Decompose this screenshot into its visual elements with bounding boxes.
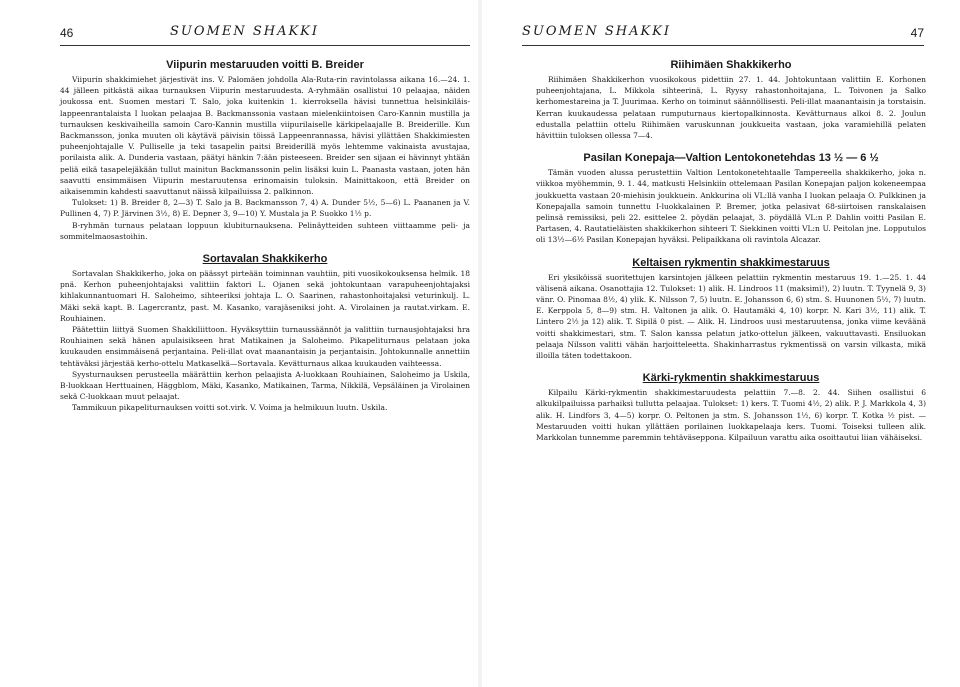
article-paragraph: Päätettiin liittyä Suomen Shakkiliittoon. Hyväksyttiin turnaussäännöt ja valittiin turnausjohtajaksi hra Rouhiainen sekä hänen apulaisikseen hrat Matikainen ja Saloheimo. Pikapeliturnaus pelataan joka kuukauden ensimmäisenä perjantaina. Peli-illat ovat maanantaisin ja perjantaisin. Johtokunnalle annettiin tehtäväksi järjestää kerho-ottelu Matkaselkä—Sortavala. Kevätturnaus alkaa kuukauden vaihteessa.	[60, 325, 470, 368]
right-page	[482, 0, 960, 687]
running-title: SUOMEN SHAKKI	[522, 24, 672, 39]
page-number: 46	[60, 26, 74, 40]
article-paragraph: Viipurin shakkimiehet järjestivät ins. V. Palomäen johdolla Ala-Ruta-rin ravintolassa aikana 16.—24. 1. 44 jälleen pitkästä aikaa turnauksen Viipurin mestaruudesta. A-ryhmään osallistui 10 pelaajaa, näiden joukossa ent. Suomen mestari T. Salo, joka kuitenkin 1. kierroksella hävisi tunnettua helsinkiläis-lappeenrantalaista I luokan pelaajaa B. Backmanssonia vastaan mielenkiintoisen Caro-Kannin mustilla ja turnauksen keskivaiheilla samoin Caro-Kannin mustilla viipurilaiselle kärkipelaajalle B. Breiderille. Kun Backmansson, jonka muuten oli käytävä päivisin töissä Lappeenrannassa, hävisi yllättäen Shakkimiesten puheenjohtajalle V. Pulliselle ja teki tasapelin paitsi Breiderillä myös lehtemme vakinaista avustajaa, porilaista alik. A. Dunderia vastaan, päätyi hänkin 7:ään pisteeseen. Breider sen sijaan ei hävinnyt yhtään peliä eikä tasapelejäkään tullut mainitun Backmanssonin pelin lisäksi kuin L. Paanasta vastaan, joten hän saavutti ensimmäisen Viipurin mestaruutensa erinomaisin tuloksin. Mainittakoon, että Breider on aikaisemmin kahdesti saavuttanut näissä kilpailuissa 2. palkinnon.	[60, 75, 470, 197]
page-header	[522, 24, 924, 44]
article-heading: Sortavalan Shakkikerho	[202, 253, 328, 266]
article-paragraph: Riihimäen Shakkikerhon vuosikokous pidettiin 27. 1. 44. Johtokuntaan valittiin E. Korhonen puheenjohtajana, L. Mikkola sihteerinä, L. Ryysy rahastonhoitajana, L. Toivonen ja Salko kerhomestareina ja T. Juurimaa. Kerho on toiminut säännöllisesti. Peli-illat maanantaisin ja torstaisin. Kerran kuukaudessa pelataan rumputurnaus kiertopalkinnosta. Kevätturnaus alkoi 8. 2. Joulun edustalla pelattiin ottelu Riihimäen varuskunnan joukkueita vastaan, joka varamiehillä pelaten hävittiin tuloksen ollessa 7—4.	[536, 75, 926, 141]
running-title: SUOMEN SHAKKI	[170, 24, 320, 39]
left-page	[0, 0, 478, 687]
article-heading: Keltaisen rykmentin shakkimestaruus	[632, 256, 830, 269]
header-rule	[60, 45, 470, 46]
article-paragraph: Eri yksiköissä suoritettujen karsintojen jälkeen pelattiin rykmentin mestaruus 19. 1.—25. 1. 44 välisenä aikana. Osanottajia 12. Tulokset: 1) alik. H. Lindroos 11 (maksimi!), 2) luutn. T. Tyynelä 9, 3) vänr. O. Pinomaa 8½, 4) ylik. K. Nilsson 7, 5) luutn. E. Johansson 6, 6) stm. S. Huunonen 5½, 7) luutn. E. Kerppola 5, 8—9) stm. H. Valtonen ja alik. O. Hautamäki 4, 10) korpr. N. Kari 3½, 11) alik. T. Lintero 2½ ja 12) alik. T. Sipilä 0 pist. — Alik. H. Lindroos uusi mestaruutensa, jonka viime keväänä voitti shakkimestari, stm. T. Salon kanssa pelatun jatko-ottelun jälkeen, vakuuttavasti. Ensiluokan pelaaja Nilsson valitti vähän harjoitteleetta. Shakinharrastus rykmentissä on varsin vilkasta, mikä illoilla täten todettakoon.	[536, 272, 926, 361]
left-page-content	[60, 58, 470, 414]
right-page-content	[536, 58, 926, 443]
article-paragraph: B-ryhmän turnaus pelataan loppuun klubiturnauksena. Pelinäytteiden suhteen viittaamme peli- ja sommitelmaosastoihin.	[60, 220, 470, 241]
article-paragraph: Kilpailu Kärki-rykmentin shakkimestaruudesta pelattiin 7.—8. 2. 44. Siihen osallistui 6 alkukilpailuissa parhaiksi tullutta pelaajaa. Tulokset: 1) kers. T. Tuomi 4½, 2) alik. P. J. Markkola 4, 3) alik. H. Lindfors 3, 4—5) korpr. O. Peltonen ja stm. S. Johansson 1½, 6) korpr. T. Kotka ½ pist. — Mestaruuden voitti hukan yllättäen porilainen luokkapelaaja kers. Tuomi. Toiseksi tulleen alik. Markkolan tunnemme paremmin tehtäväsepponа. Kilpailuun varattu aika osoittautui liian vähäiseksi.	[536, 388, 926, 443]
article-karki	[536, 371, 926, 443]
page-number: 47	[910, 26, 924, 40]
article-paragraph: Tämän vuoden alussa perustettiin Valtion Lentokonetehtaalle Tampereella shakkikerho, joka n. viikkoa myöhemmin, 9. 1. 44, matkusti Helsinkiin ottelemaan Pasilan Konepajan paljon kokeneempaa joukkuetta vastaan 20-miehisin joukkuein. Ankkurina oli VL:llä vanha I luokan pelaaja O. Pulkkinen ja Konepajalla samoin tunnettu I-luokkalainen P. Bremer, jotka pelasivat 68-siirtoisen ranskalaisen pelinsä remissiksi, peli 22. esittelee 2. pöydän pelaajat, 3. pöydällä VL:n P. Dahlin voitti Pasilan E. Partasen, 4. Rautatieläisten shakkikerhon sihteeri T. Siekkinen voitti VL:n U. Peitolan jne. Lopputulos oli 13½—6½ Pasilan Konepajan hyväksi. Pelipaikkana oli ravintola Alcazar.	[536, 168, 926, 245]
header-rule	[522, 45, 924, 46]
article-paragraph: Syysturnauksen perusteella määrättiin kerhon pelaajista A-luokkaan Rouhiainen, Saloheimo ja Uskila, B-luokkaan Herttuainen, Häggblom, Mäki, Kasanko, Matikainen, Tarma, Nikkilä, Vepsäläinen ja Virolainen sekä C-luokkaan muut pelaajat.	[60, 369, 470, 402]
article-pasila	[536, 151, 926, 245]
article-paragraph: Tulokset: 1) B. Breider 8, 2—3) T. Salo ja B. Backmansson 7, 4) A. Dunder 5½, 5—6) L. Paananen ja V. Pullinen 4, 7) P. Järvinen 3½, 8) E. Depner 3, 9—10) Y. Mustala ja P. Suokko 1½ p.	[60, 198, 470, 219]
article-heading: Riihimäen Shakkikerho	[670, 59, 792, 71]
article-paragraph: Sortavalan Shakkikerho, joka on päässyt pirteään toiminnan vauhtiin, piti vuosikokouksensa helmik. 18 pnä. Kerhon puheenjohtajaksi valittiin faktori L. Ojanen sekä johtokuntaan varapuheenjohtajaksi kihlakunnantuomari H. Saloheimo, sihteeriksi johtaja L. O. Saarinen, rahastonhoitajaksi veturinkulj. L. Mäki sekä kapt. B. Lagercrantz, past. M. Kasanko, varajäseniksi joht. A. Virolainen ja rautat.virkam. E. Rouhiainen.	[60, 269, 470, 323]
article-heading: Kärki-rykmentin shakkimestaruus	[642, 372, 820, 385]
article-heading: Viipurin mestaruuden voitti B. Breider	[166, 59, 364, 71]
article-paragraph: Tammikuun pikapeliturnauksen voitti sot.virk. V. Voima ja helmikuun luutn. Uskila.	[72, 403, 388, 413]
article-riihimaki	[536, 58, 926, 141]
article-sortavala	[60, 252, 470, 414]
article-viipuri	[60, 58, 470, 242]
article-keltainen	[536, 256, 926, 362]
article-heading: Pasilan Konepaja—Valtion Lentokonetehdas 13 ½ — 6 ½	[583, 152, 879, 165]
page-header	[60, 24, 470, 44]
